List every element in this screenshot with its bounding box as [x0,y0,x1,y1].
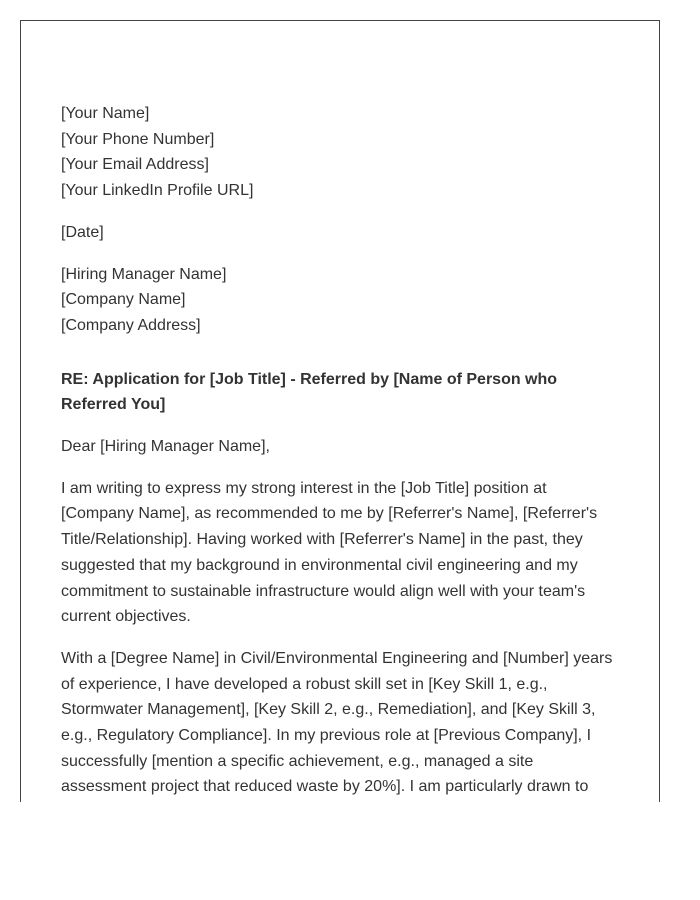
body-paragraph-1: I am writing to express my strong interest in the [Job Title] position at [Company Name], as recommended to me by [Referrer's Name], [Referrer's Title/Relationship]. Having worked with [Referrer's Name] in the past, they suggested that my background in environmental civil engineering and my commitment to sustainable infrastructure would align well with your team's current objectives. [61,479,598,626]
recipient-address: [Company Address] [61,316,201,334]
recipient-block [61,262,621,339]
date-block [61,220,621,246]
recipient-manager: [Hiring Manager Name] [61,265,227,283]
body-paragraph-2: With a [Degree Name] in Civil/Environmental Engineering and [Number] years of experience, I have developed a robust skill set in [Key Skill 1, e.g., Stormwater Management], [Key Skill 2, e.g., Remediation], and [Key Skill 3, e.g., Regulatory Compliance]. In my previous role at [Previous Company], I successfully [mention a specific achievement, e.g., managed a site assessment project that reduced waste by 20%]. I am particularly drawn to [61,649,613,796]
sender-name: [Your Name] [61,105,150,122]
sender-email: [Your Email Address] [61,156,209,174]
subject-line: RE: Application for [Job Title] - Referred by [Name of Person who Referred You] [61,370,558,414]
sender-linkedin: [Your LinkedIn Profile URL] [61,182,254,200]
letter-content [61,101,621,802]
letter-date: [Date] [61,223,104,241]
letter-page [20,20,660,802]
sender-phone: [Your Phone Number] [61,130,215,148]
salutation: Dear [Hiring Manager Name], [61,438,270,456]
recipient-company: [Company Name] [61,291,186,309]
sender-block [61,101,621,204]
